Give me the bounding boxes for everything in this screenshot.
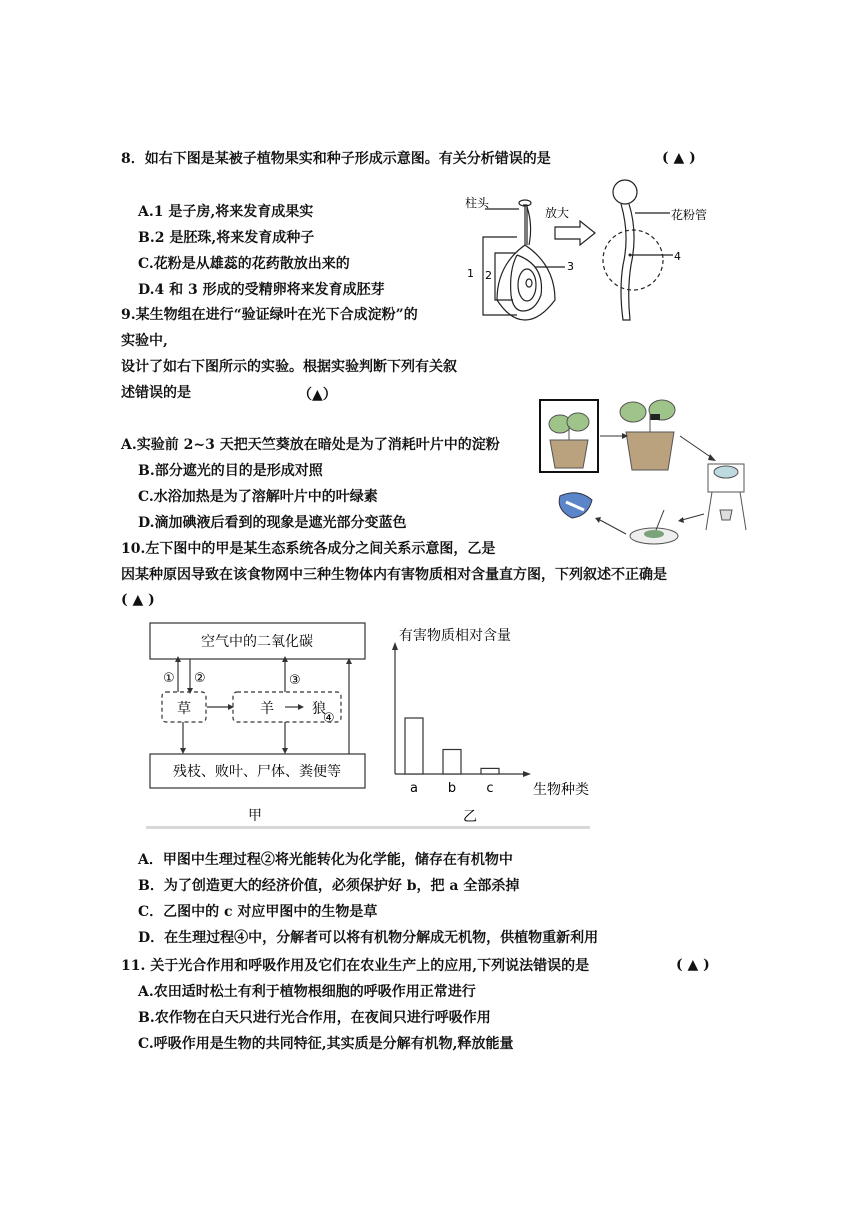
q8-option-b: B.2 是胚珠,将来发育成种子 [138,230,315,246]
label-4: 4 [674,250,681,263]
q8-option-c: C.花粉是从雄蕊的花药散放出来的 [138,256,350,272]
q10-stem-2: 因某种原因导致在该食物网中三种生物体内有害物质相对含量直方图，下列叙述不正确是 [121,567,667,583]
process-1: ① [163,671,175,686]
q11-option-a: A.农田适时松土有利于植物根细胞的呼吸作用正常进行 [138,984,476,1000]
flower-fertilization-figure [455,175,735,325]
q9-option-a: A.实验前 2~3 天把天竺葵放在暗处是为了消耗叶片中的淀粉 [121,437,500,453]
bar-b [443,750,461,775]
q9-option-b: B.部分遮光的目的是形成对照 [138,463,323,479]
label-1: 1 [467,267,474,280]
starch-experiment-figure [538,392,750,560]
x-axis-label: 生物种类 [533,782,589,798]
enlarge-label: 放大 [545,206,570,220]
process-2: ② [194,671,206,686]
bar-c [481,768,499,774]
q10-option-d: D．在生理过程④中，分解者可以将有机物分解成无机物，供植物重新利用 [138,930,599,946]
residue-label: 残枝、败叶、尸体、粪便等 [173,764,341,780]
q10-option-a: A．甲图中生理过程②将光能转化为化学能，储存在有机物中 [138,852,513,868]
chart-yi-label: 乙 [463,809,477,825]
q8-option-d: D.4 和 3 形成的受精卵将来发育成胚芽 [138,282,385,298]
q11-answer-mark: ( ▲ ) [676,957,710,973]
q9-stem-3: 设计了如右下图所示的实验。根据实验判断下列有关叙 [121,359,457,375]
pollen-tube-label: 花粉管 [671,208,708,222]
q9-stem-4: 述错误的是 [121,385,191,401]
diagram-jia-label: 甲 [248,808,262,824]
tick-label-c: c [486,781,494,796]
sheep-label: 羊 [260,701,274,717]
q8-answer-mark: ( ▲ ) [662,150,696,166]
grass-label: 草 [177,701,191,717]
q8-option-a: A.1 是子房,将来发育成果实 [138,204,314,220]
q9-stem-2: 实验中, [121,333,168,349]
q10-option-b: B．为了创造更大的经济价值，必须保护好 b，把 a 全部杀掉 [138,878,520,894]
q10-option-c: C．乙图中的 c 对应甲图中的生物是草 [138,904,378,920]
tick-label-b: b [447,781,457,796]
q10-answer-mark: ( ▲ ) [121,592,155,608]
figure-divider [146,826,590,829]
q9-option-d: D.滴加碘液后看到的现象是遮光部分变蓝色 [138,515,407,531]
process-3: ③ [289,673,301,688]
q11-stem: 11. 关于光合作用和呼吸作用及它们在农业生产上的应用,下列说法错误的是 [121,958,590,974]
wolf-label: 狼 [312,701,326,717]
q9-option-c: C.水浴加热是为了溶解叶片中的叶绿素 [138,489,378,505]
bar-a [405,718,423,774]
q10-stem-1: 10.左下图中的甲是某生态系统各成分之间关系示意图，乙是 [121,541,496,557]
process-4: ④ [323,711,335,726]
stigma-label: 柱头 [465,196,490,210]
q9-stem-1: 9.某生物组在进行“验证绿叶在光下合成淀粉”的 [121,307,418,323]
q9-answer-mark: （▲） [298,387,337,403]
label-2: 2 [485,269,492,282]
q11-option-c: C.呼吸作用是生物的共同特征,其实质是分解有机物,释放能量 [138,1036,514,1052]
q11-option-b: B.农作物在白天只进行光合作用，在夜间只进行呼吸作用 [138,1010,491,1026]
harmful-substance-chart [385,618,605,828]
tick-label-a: a [410,781,418,796]
air-co2-label: 空气中的二氧化碳 [201,634,313,650]
label-3: 3 [567,260,574,273]
y-axis-label: 有害物质相对含量 [399,628,511,644]
ecosystem-diagram [145,618,375,828]
q8-stem: 8．如右下图是某被子植物果实和种子形成示意图。有关分析错误的是 [121,151,551,167]
